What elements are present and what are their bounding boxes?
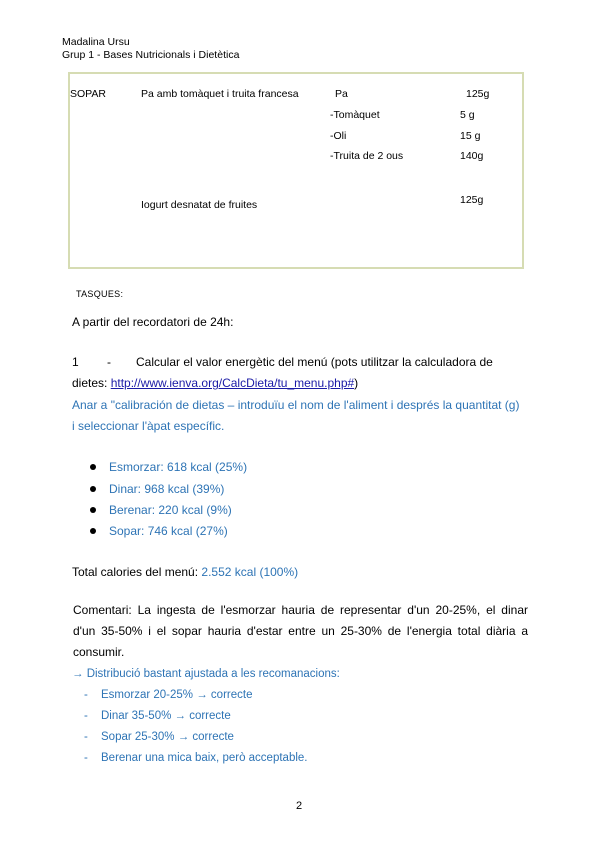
comment-paragraph bbox=[73, 600, 528, 663]
dish-qty: 125g bbox=[460, 194, 484, 206]
meal-value: 220 kcal (9%) bbox=[155, 503, 232, 517]
bullet-icon bbox=[90, 507, 96, 513]
ingredient-name: -Oli bbox=[330, 130, 347, 142]
total-calories bbox=[72, 562, 298, 583]
dash-icon: - bbox=[84, 689, 88, 701]
dash-icon: - bbox=[84, 752, 88, 764]
comment-line: d'un 35-50% i el sopar hauria d'estar entre un 25-30% de l'energia total diària a bbox=[73, 624, 528, 638]
meal-label: Dinar: bbox=[109, 482, 142, 496]
ingredient-qty: 15 g bbox=[460, 130, 481, 142]
distribution-item: Dinar 35-50% → correcte bbox=[101, 710, 231, 722]
meal-item-esmorzar bbox=[109, 460, 247, 474]
distribution-item: Sopar 25-30% → correcte bbox=[101, 731, 234, 743]
intro-text: A partir del recordatori de 24h: bbox=[72, 315, 234, 329]
comment-line: Comentari: La ingesta de l'esmorzar hauria de representar d'un 20-25%, el dinar bbox=[73, 603, 528, 617]
ingredient-name: Pa bbox=[335, 88, 348, 100]
task-text-line2 bbox=[72, 373, 358, 394]
calculator-link[interactable]: http://www.ienva.org/CalcDieta/tu_menu.php# bbox=[110, 376, 355, 390]
instruction-line1: Anar a "calibración de dietas – introduïu el nom de l'aliment i després la quantitat (g) bbox=[72, 398, 520, 412]
dish-name: Pa amb tomàquet i truita francesa bbox=[141, 88, 299, 100]
meal-label: Esmorzar: bbox=[109, 460, 164, 474]
meal-label: Berenar: bbox=[109, 503, 156, 517]
ingredient-name: -Tomàquet bbox=[330, 109, 380, 121]
page-number: 2 bbox=[296, 800, 303, 812]
instruction-line2: i seleccionar l'àpat específic. bbox=[72, 419, 225, 433]
ingredient-qty: 140g bbox=[460, 150, 484, 162]
bullet-icon bbox=[90, 486, 96, 492]
meal-item-sopar bbox=[109, 524, 228, 538]
distribution-item: Berenar una mica baix, però acceptable. bbox=[101, 752, 308, 764]
total-value: 2.552 kcal (100%) bbox=[198, 565, 299, 579]
distribution-heading: → Distribució bastant ajustada a les recomanacions: bbox=[72, 668, 340, 680]
meal-value: 746 kcal (27%) bbox=[144, 524, 228, 538]
distribution-item: Esmorzar 20-25% → correcte bbox=[101, 689, 253, 701]
ingredient-qty: 5 g bbox=[460, 109, 475, 121]
ingredient-qty: 125g bbox=[466, 88, 490, 100]
comment-line: consumir. bbox=[73, 645, 125, 659]
dash-icon: - bbox=[84, 710, 88, 722]
task-dash: - bbox=[107, 355, 111, 369]
meal-label: Sopar: bbox=[109, 524, 145, 538]
meal-item-berenar bbox=[109, 503, 232, 517]
task-text-prefix: dietes: bbox=[72, 376, 111, 390]
author-name: Madalina Ursu bbox=[62, 36, 130, 48]
dish-name: Iogurt desnatat de fruites bbox=[141, 199, 258, 211]
ingredient-name: -Truita de 2 ous bbox=[330, 150, 404, 162]
tasks-heading: TASQUES: bbox=[76, 289, 124, 299]
bullet-icon bbox=[90, 528, 96, 534]
bullet-icon bbox=[90, 464, 96, 470]
meal-value: 618 kcal (25%) bbox=[163, 460, 248, 474]
dash-icon: - bbox=[84, 731, 88, 743]
meal-value: 968 kcal (39%) bbox=[141, 482, 225, 496]
total-label: Total calories del menú: bbox=[72, 565, 199, 579]
meal-item-dinar bbox=[109, 482, 224, 496]
task-text-suffix: ) bbox=[354, 376, 359, 390]
meal-label: SOPAR bbox=[70, 88, 106, 100]
task-text-line1: Calcular el valor energètic del menú (pots utilitzar la calculadora de bbox=[136, 355, 493, 369]
task-number: 1 bbox=[72, 355, 79, 369]
course-name: Grup 1 - Bases Nutricionals i Dietètica bbox=[62, 49, 240, 61]
menu-table bbox=[68, 72, 524, 269]
